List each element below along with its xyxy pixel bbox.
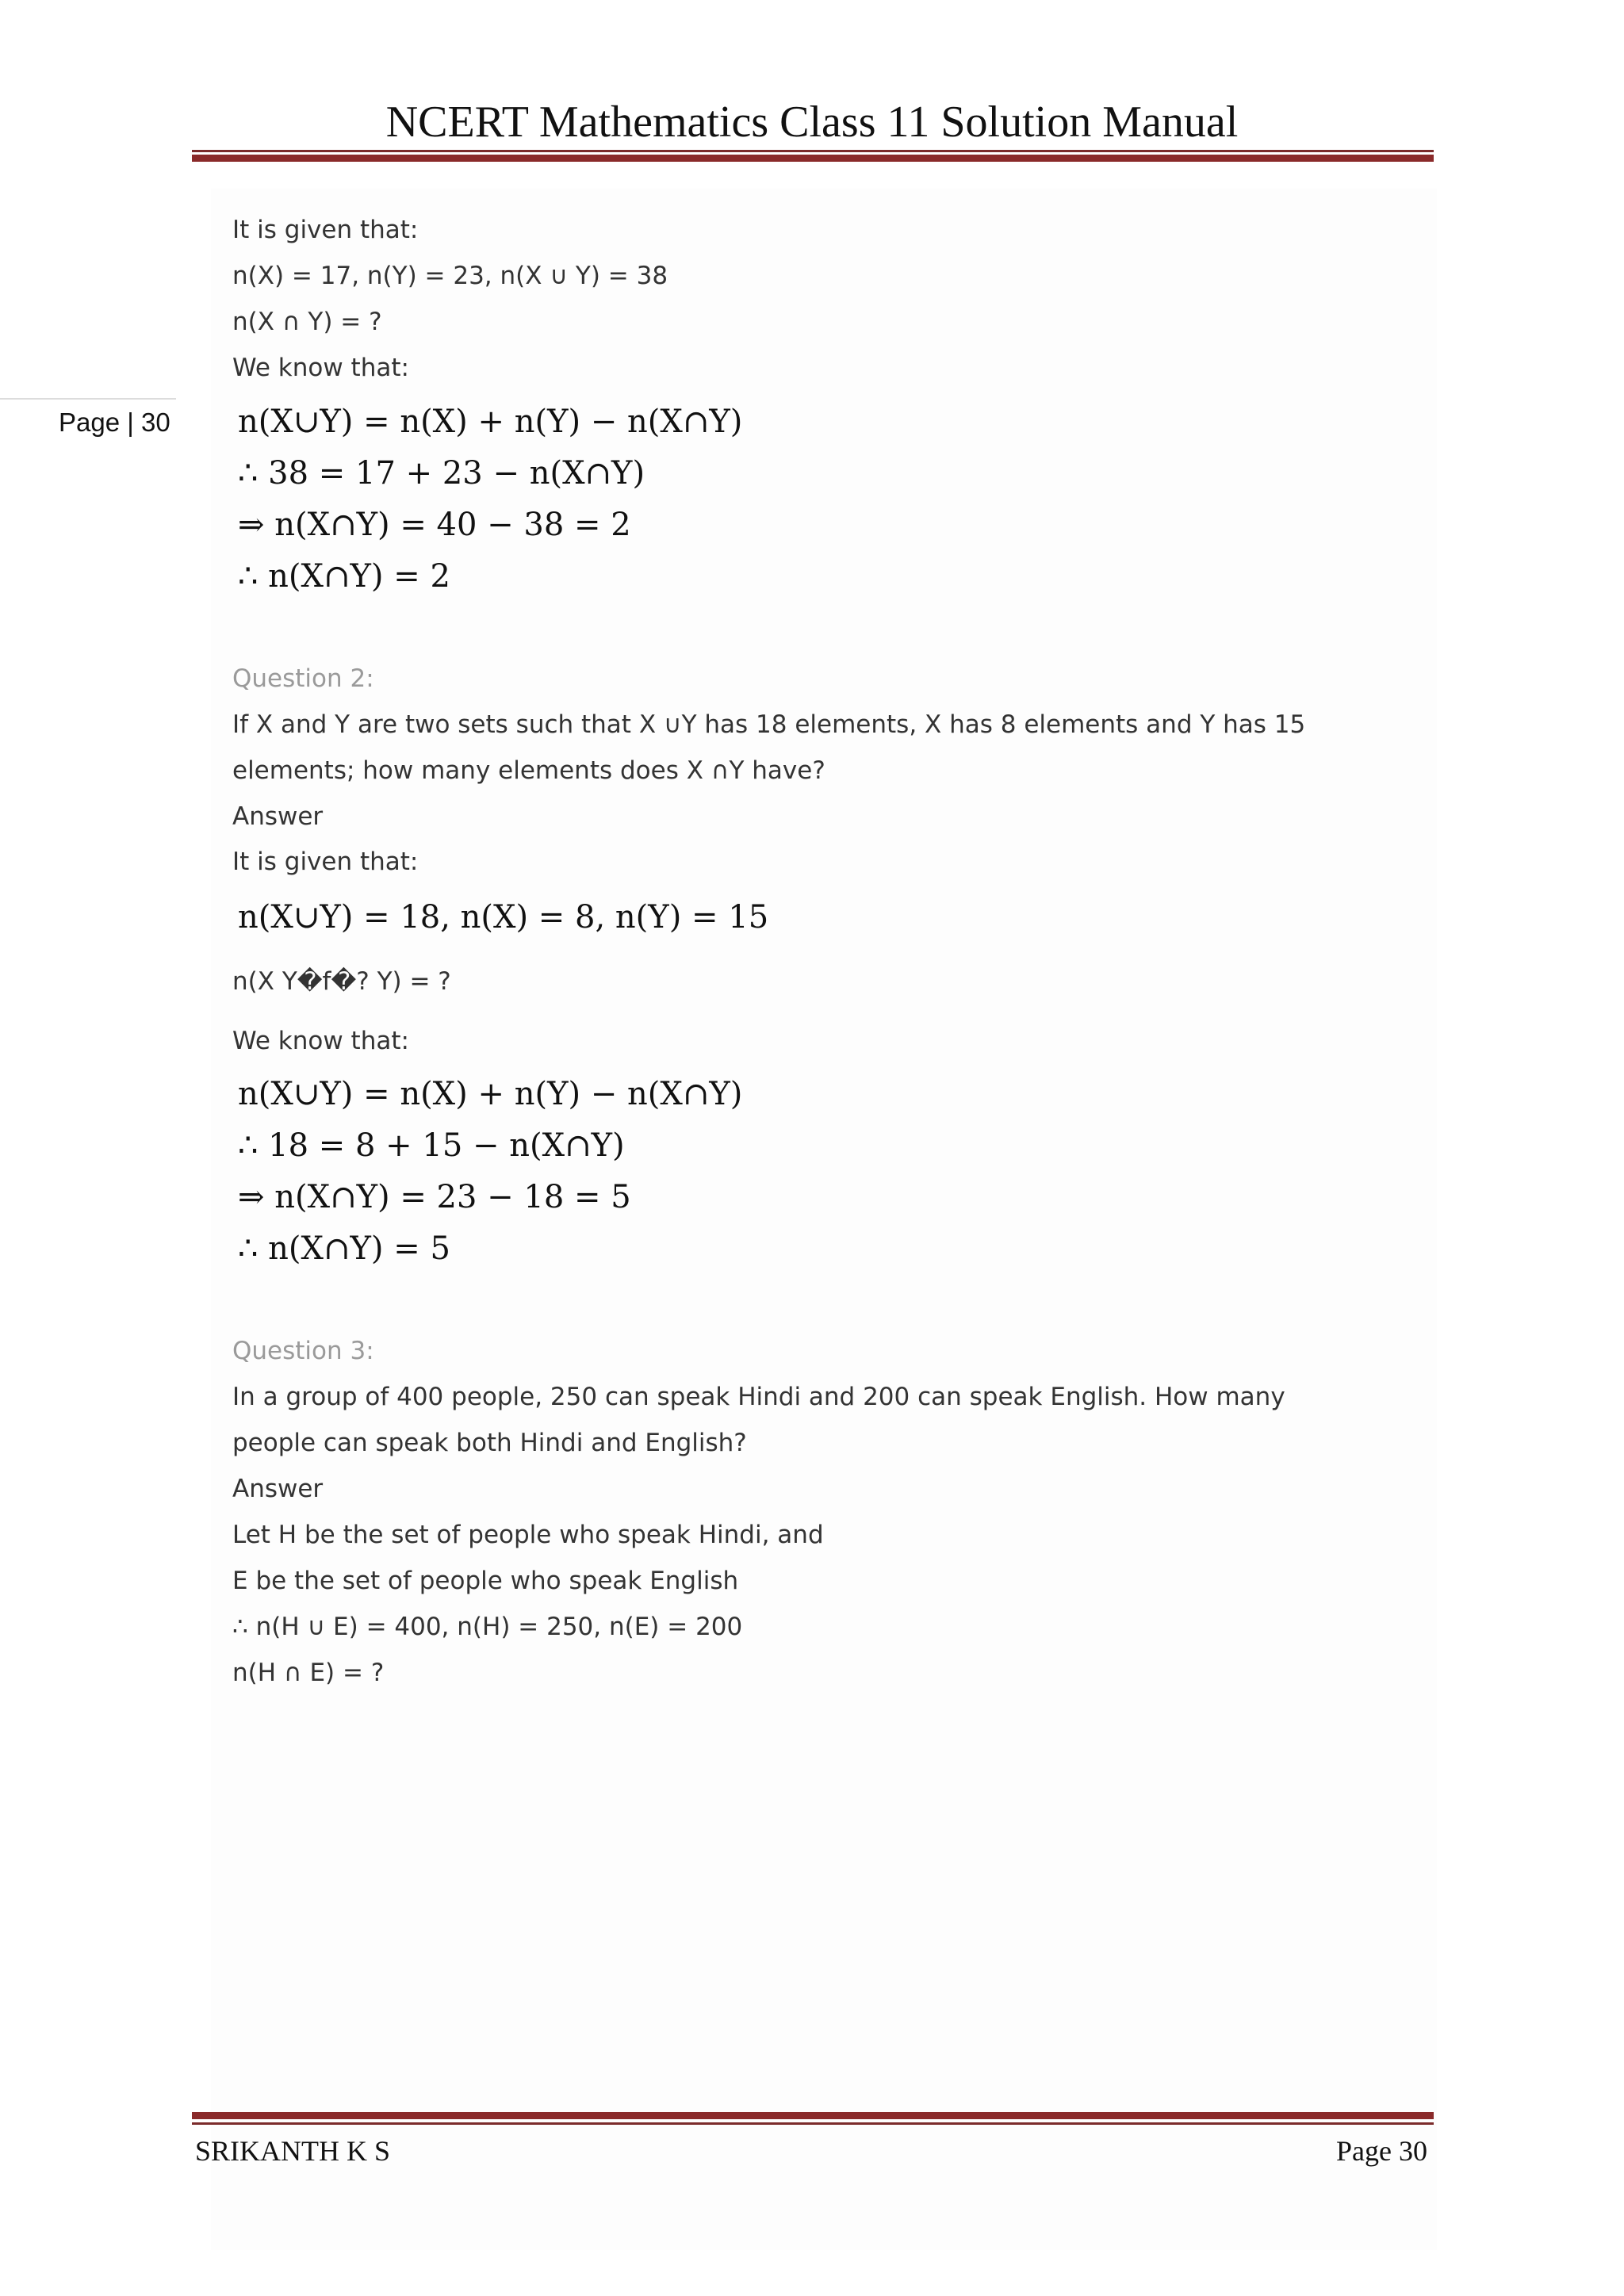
q2-question-line2: elements; how many elements does X ∩Y have?	[232, 756, 825, 785]
q1-step-substitute: ∴ 38 = 17 + 23 − n(X∩Y)	[238, 455, 645, 492]
q1-step-result: ∴ n(X∩Y) = 2	[238, 558, 450, 595]
q3-line-define-e: E be the set of people who speak English	[232, 1567, 739, 1595]
header-rule-thick	[192, 155, 1434, 162]
q3-heading: Question 3:	[232, 1337, 374, 1365]
q3-question-line1: In a group of 400 people, 250 can speak Hindi and 200 can speak English. How many	[232, 1383, 1285, 1411]
q2-step-substitute: ∴ 18 = 8 + 15 − n(X∩Y)	[238, 1127, 625, 1164]
q3-line-define-h: Let H be the set of people who speak Hindi, and	[232, 1521, 824, 1549]
q2-given-intro: It is given that:	[232, 848, 419, 876]
q2-find: n(X Y�f�? Y) = ?	[232, 967, 451, 996]
q1-given-values: n(X) = 17, n(Y) = 23, n(X ∪ Y) = 38	[232, 262, 668, 290]
q3-question-line2: people can speak both Hindi and English?	[232, 1429, 747, 1457]
q2-answer-label: Answer	[232, 802, 324, 831]
q1-step-formula: n(X∪Y) = n(X) + n(Y) − n(X∩Y)	[238, 404, 743, 440]
footer-author: SRIKANTH K S	[195, 2135, 391, 2167]
footer-page-number: Page 30	[1336, 2135, 1427, 2167]
margin-divider	[0, 398, 176, 400]
q1-step-solve: ⇒ n(X∩Y) = 40 − 38 = 2	[238, 507, 631, 543]
q1-know-intro: We know that:	[232, 354, 409, 382]
q2-step-formula: n(X∪Y) = n(X) + n(Y) − n(X∩Y)	[238, 1076, 743, 1112]
q2-given-values: n(X∪Y) = 18, n(X) = 8, n(Y) = 15	[238, 899, 769, 936]
header-rule-thin	[192, 150, 1434, 152]
footer-rule-thin	[192, 2122, 1434, 2125]
q1-given-intro: It is given that:	[232, 216, 419, 244]
q2-know-intro: We know that:	[232, 1027, 409, 1055]
q2-question-line1: If X and Y are two sets such that X ∪Y has 18 elements, X has 8 elements and Y has 15	[232, 710, 1306, 739]
q3-answer-label: Answer	[232, 1475, 324, 1503]
q3-line-find: n(H ∩ E) = ?	[232, 1659, 385, 1687]
page-title: NCERT Mathematics Class 11 Solution Manual	[385, 98, 1239, 147]
margin-page-label: Page | 30	[59, 408, 170, 437]
q2-step-result: ∴ n(X∩Y) = 5	[238, 1230, 450, 1267]
q3-line-given: ∴ n(H ∪ E) = 400, n(H) = 250, n(E) = 200	[232, 1613, 743, 1641]
q1-find: n(X ∩ Y) = ?	[232, 308, 382, 336]
footer-rule-thick	[192, 2112, 1434, 2119]
content-panel	[211, 189, 1437, 2250]
q2-heading: Question 2:	[232, 664, 374, 693]
q2-step-solve: ⇒ n(X∩Y) = 23 − 18 = 5	[238, 1179, 631, 1215]
